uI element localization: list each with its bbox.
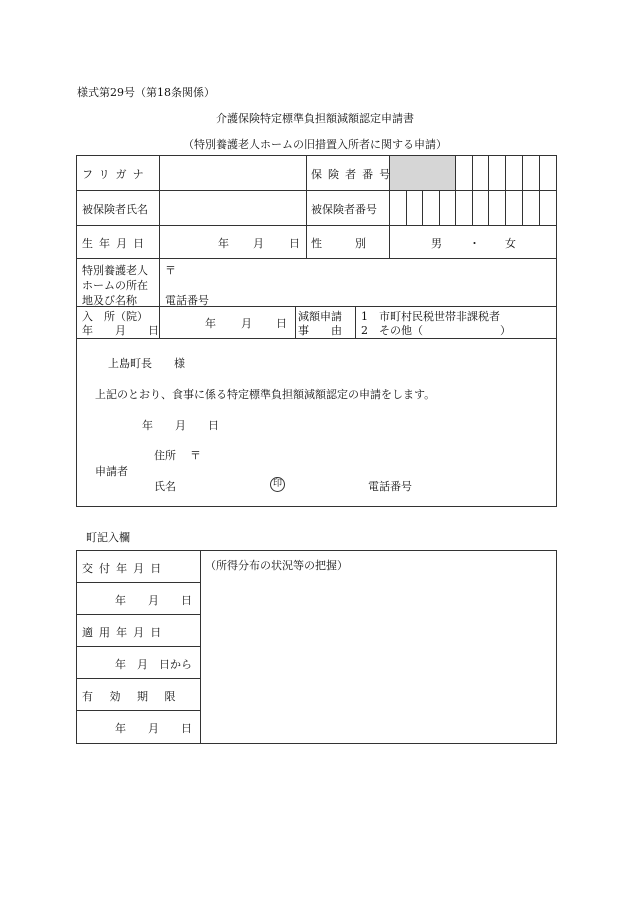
reason-option-1[interactable]: 1 市町村民税世帯非課税者 <box>361 310 500 323</box>
issue-date-value: 年 月 日 <box>115 594 192 607</box>
applicant-phone-label: 電話番号 <box>368 480 412 493</box>
birth-day-unit: 日 <box>289 237 300 250</box>
home-label-line-2: ホームの所在 <box>82 279 148 292</box>
valid-period-label: 有効期限 <box>82 690 192 703</box>
furigana-field[interactable] <box>161 157 305 189</box>
admission-day-unit: 日 <box>276 317 287 330</box>
birth-month-unit: 月 <box>253 237 264 250</box>
admission-year-unit: 年 <box>205 317 216 330</box>
applicant-address-label: 住所 <box>154 449 176 462</box>
furigana-label: フリガナ <box>82 168 150 181</box>
home-phone-label: 電話番号 <box>165 294 209 307</box>
applicant-postal-mark: 〒 <box>190 449 201 462</box>
addressee: 上島町長 様 <box>108 357 185 370</box>
birthdate-label: 生年月日 <box>82 237 151 250</box>
apply-date-label: 適用年月日 <box>82 626 168 639</box>
insured-name-label: 被保険者氏名 <box>82 203 148 216</box>
insurer-number-shaded <box>390 156 455 190</box>
applicant-name-label: 氏名 <box>154 480 176 493</box>
income-note: （所得分布の状況等の把握） <box>205 559 348 572</box>
declaration-date: 年 月 日 <box>142 419 219 432</box>
form-number: 様式第29号（第18条関係） <box>77 86 215 99</box>
home-label-line-1: 特別養護老人 <box>82 264 148 277</box>
insurer-number-label: 保険者番号 <box>311 168 397 181</box>
reason-label-line-2: 事 由 <box>298 324 342 337</box>
admission-label-line-2: 年 月 日 <box>82 324 159 337</box>
sex-label: 性 別 <box>311 237 366 250</box>
insured-name-field[interactable] <box>161 192 305 224</box>
birth-year-unit: 年 <box>218 237 229 250</box>
insured-number-label: 被保険者番号 <box>311 203 377 216</box>
home-postal-mark: 〒 <box>165 264 176 277</box>
seal-icon: 印 <box>270 477 285 492</box>
town-section-heading: 町記入欄 <box>86 531 130 544</box>
reason-label-line-1: 減額申請 <box>298 310 342 323</box>
valid-period-date: 年 月 日 <box>115 722 192 735</box>
form-subtitle: （特別養護老人ホームの旧措置入所者に関する申請） <box>183 138 447 151</box>
reason-option-2[interactable]: 2 その他（ ） <box>361 324 511 337</box>
issue-date-label: 交付年月日 <box>82 562 168 575</box>
sex-female-option[interactable]: 女 <box>505 237 516 250</box>
home-label-line-3: 地及び名称 <box>82 294 137 307</box>
apply-date-from: 年 月 日から <box>115 658 192 671</box>
applicant-label: 申請者 <box>95 465 128 478</box>
admission-month-unit: 月 <box>241 317 252 330</box>
home-address-field[interactable] <box>180 260 554 288</box>
sex-separator: ・ <box>469 237 480 250</box>
declaration-statement: 上記のとおり、食事に係る特定標準負担額減額認定の申請をします。 <box>95 388 436 401</box>
admission-label-line-1: 入 所（院） <box>82 310 148 323</box>
sex-male-option[interactable]: 男 <box>431 237 442 250</box>
form-title: 介護保険特定標準負担額減額認定申請書 <box>216 112 414 125</box>
